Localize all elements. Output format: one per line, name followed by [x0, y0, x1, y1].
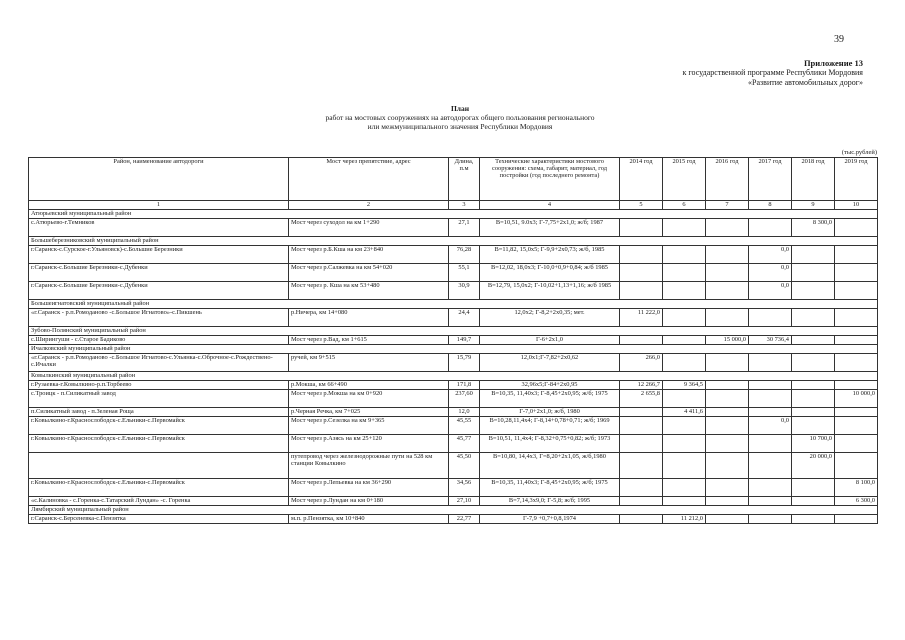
column-index: 2 [289, 201, 449, 210]
value-2018-cell [792, 336, 835, 345]
road-cell: «с.Калиновка - с.Горенка-с.Татарский Лундан» -с. Горенка [29, 497, 289, 506]
table-row [29, 381, 878, 390]
bridge-cell: Мост через р.Сезелка на км 9+365 [289, 417, 449, 435]
tech-cell: B=10,28,11,4x4; Г-8,14+0,78+0,71; ж/б; 1969 [480, 417, 620, 435]
value-2019-cell [835, 417, 878, 435]
table-row [29, 479, 878, 497]
value-2015-cell [663, 309, 706, 327]
table-body [29, 210, 878, 524]
value-2015-cell [663, 282, 706, 300]
document-title [250, 104, 670, 131]
tech-cell: B=10,35, 11,40x3; Г-8,45+2x0,95; ж/б; 1975 [480, 479, 620, 497]
value-2015-cell [663, 417, 706, 435]
column-index: 7 [706, 201, 749, 210]
road-cell: г.Саранск-с.Большие Березники-с.Дубенки [29, 282, 289, 300]
value-2017-cell [749, 515, 792, 524]
bridge-cell: Мост через р.Салжевка на км 54+020 [289, 264, 449, 282]
value-2016-cell [706, 381, 749, 390]
value-2016-cell [706, 435, 749, 453]
value-2017-cell [749, 435, 792, 453]
length-cell: 22,77 [449, 515, 480, 524]
column-index: 6 [663, 201, 706, 210]
length-cell: 171,8 [449, 381, 480, 390]
road-cell: г.Рузаевка-г.Ковылкино-р.п.Торбеево [29, 381, 289, 390]
table-row [29, 309, 878, 327]
header-length: Длина, п.м [449, 158, 480, 201]
column-index: 9 [792, 201, 835, 210]
value-2017-cell [749, 390, 792, 408]
page-number: 39 [834, 34, 844, 45]
value-2015-cell: 11 212,0 [663, 515, 706, 524]
bridge-cell: Мост через р.Б.Кша на км 23+840 [289, 246, 449, 264]
district-row [29, 237, 878, 246]
bridge-cell: Мост через р.Азясь на км 25+120 [289, 435, 449, 453]
table-row [29, 408, 878, 417]
table-row [29, 264, 878, 282]
length-cell: 15,79 [449, 354, 480, 372]
value-2017-cell: 0,0 [749, 417, 792, 435]
value-2016-cell [706, 282, 749, 300]
road-cell: с.Ширингуши - с.Старое Бадиково [29, 336, 289, 345]
length-cell: 55,1 [449, 264, 480, 282]
bridge-cell: ручей, км 9+515 [289, 354, 449, 372]
header-bridge: Мост через препятствие, адрес [289, 158, 449, 201]
value-2015-cell [663, 219, 706, 237]
value-2014-cell [620, 479, 663, 497]
value-2017-cell [749, 309, 792, 327]
district-row [29, 210, 878, 219]
bridge-cell: р.Черная Речка, км 7+025 [289, 408, 449, 417]
table-row [29, 336, 878, 345]
value-2019-cell [835, 381, 878, 390]
value-2014-cell [620, 336, 663, 345]
value-2017-cell [749, 479, 792, 497]
value-2018-cell [792, 354, 835, 372]
value-2019-cell [835, 408, 878, 417]
value-2017-cell [749, 381, 792, 390]
road-cell: г.Саранск-с.Большие Березники-с.Дубенки [29, 264, 289, 282]
length-cell: 30,9 [449, 282, 480, 300]
bridge-cell: путепровод через железнодорожные пути на 528 км станции Ковылкино [289, 453, 449, 479]
value-2014-cell [620, 435, 663, 453]
district-row [29, 506, 878, 515]
value-2014-cell [620, 453, 663, 479]
value-2017-cell [749, 497, 792, 506]
value-2019-cell: 6 300,0 [835, 497, 878, 506]
header-2015: 2015 год [663, 158, 706, 201]
table-row [29, 219, 878, 237]
value-2018-cell: 8 300,0 [792, 219, 835, 237]
value-2018-cell [792, 479, 835, 497]
district-row [29, 372, 878, 381]
value-2015-cell: 9 364,5 [663, 381, 706, 390]
title-heading: План [450, 104, 470, 113]
value-2014-cell [620, 282, 663, 300]
value-2014-cell: 266,0 [620, 354, 663, 372]
value-2015-cell [663, 336, 706, 345]
value-2014-cell [620, 219, 663, 237]
header-tech: Технические характеристики мостового сооружения: схема, габарит, материал, год постройки (год последнего ремонта) [480, 158, 620, 201]
value-2017-cell [749, 219, 792, 237]
road-cell: п.Силикатный завод - п.Зеленая Роща [29, 408, 289, 417]
length-cell: 237,60 [449, 390, 480, 408]
bridge-cell: Мост через суходол на км 1+290 [289, 219, 449, 237]
value-2019-cell [835, 453, 878, 479]
value-2014-cell: 12 266,7 [620, 381, 663, 390]
bridge-cell: Мост через р.Вад, км 1+615 [289, 336, 449, 345]
bridge-cell: Мост через р. Кша на км 53+480 [289, 282, 449, 300]
value-2019-cell [835, 515, 878, 524]
length-cell: 45,55 [449, 417, 480, 435]
road-cell: с.Атюрьево-г.Темников [29, 219, 289, 237]
value-2019-cell [835, 219, 878, 237]
length-cell: 27,1 [449, 219, 480, 237]
value-2016-cell [706, 354, 749, 372]
value-2019-cell [835, 435, 878, 453]
value-2014-cell [620, 515, 663, 524]
header-2018: 2018 год [792, 158, 835, 201]
value-2018-cell: 20 000,0 [792, 453, 835, 479]
column-index: 1 [29, 201, 289, 210]
value-2016-cell [706, 246, 749, 264]
value-2015-cell [663, 246, 706, 264]
tech-cell: 12,0x2; Г-8,2+2x0,35; мет. [480, 309, 620, 327]
title-line-3: или межмуниципального значения Республики Мордовия [367, 122, 553, 131]
tech-cell: Г-6+2x1,0 [480, 336, 620, 345]
appendix-title: Приложение 13 [803, 58, 863, 68]
value-2019-cell [835, 309, 878, 327]
tech-cell: Г-7,9 +0,7+0,8,1974 [480, 515, 620, 524]
value-2017-cell: 0,0 [749, 246, 792, 264]
header-2014: 2014 год [620, 158, 663, 201]
value-2018-cell [792, 417, 835, 435]
value-2017-cell: 30 736,4 [749, 336, 792, 345]
value-2016-cell [706, 408, 749, 417]
value-2016-cell [706, 219, 749, 237]
value-2017-cell [749, 408, 792, 417]
table-header-row [29, 158, 878, 201]
table-row [29, 282, 878, 300]
bridge-cell: Мост через р.Лепьевка на км 36+290 [289, 479, 449, 497]
value-2017-cell [749, 354, 792, 372]
value-2014-cell: 11 222,0 [620, 309, 663, 327]
bridge-cell: м.п. р.Пензятка, км 10+840 [289, 515, 449, 524]
value-2018-cell [792, 408, 835, 417]
value-2019-cell [835, 336, 878, 345]
district-name: Большеберезниковский муниципальный район [29, 237, 878, 246]
value-2015-cell [663, 354, 706, 372]
appendix-program: «Развитие автомобильных дорог» [748, 78, 863, 87]
road-cell: г.Саранск-с.Сурское-г.Ульяновск)-с.Большие Березники [29, 246, 289, 264]
length-cell: 27,10 [449, 497, 480, 506]
tech-cell: B=10,80, 14,4x3, Г=8,20+2x1,05, ж/б,1980 [480, 453, 620, 479]
tech-cell: B=10,35, 11,40x3; Г-8,45+2x0,95; ж/б; 1975 [480, 390, 620, 408]
value-2019-cell [835, 282, 878, 300]
value-2015-cell: 4 411,6 [663, 408, 706, 417]
tech-cell: Г-7,0+2x1,0; ж/б, 1980 [480, 408, 620, 417]
header-road: Район, наименование автодороги [29, 158, 289, 201]
tech-cell: B=12,79, 15,0x2; Г-10,02+1,13+1,16; ж/б 1985 [480, 282, 620, 300]
value-2019-cell [835, 246, 878, 264]
value-2018-cell [792, 515, 835, 524]
value-2019-cell [835, 264, 878, 282]
column-index-row [29, 201, 878, 210]
value-2016-cell [706, 479, 749, 497]
value-2016-cell [706, 515, 749, 524]
district-row [29, 327, 878, 336]
header-2016: 2016 год [706, 158, 749, 201]
table-row [29, 390, 878, 408]
district-name: Лямбирский муниципальный район [29, 506, 878, 515]
value-2016-cell: 15 000,0 [706, 336, 749, 345]
tech-cell: B=10,51, 11,4x4; Г-8,32+0,75+0,82; ж/б; 1973 [480, 435, 620, 453]
table-row [29, 497, 878, 506]
road-cell: г.Ковылкино-г.Краснослободск-с.Ельники-с.Первомайск [29, 417, 289, 435]
district-row [29, 300, 878, 309]
header-2017: 2017 год [749, 158, 792, 201]
road-cell: г.Ковылкино-г.Краснослободск-с.Ельники-с.Первомайск [29, 435, 289, 453]
header-2019: 2019 год [835, 158, 878, 201]
length-cell: 76,28 [449, 246, 480, 264]
tech-cell: B=11,82, 15,0x5; Г-9,9+2x0,73; ж/б, 1985 [480, 246, 620, 264]
road-cell: г.Саранск-с.Берсеневка-с.Пензятка [29, 515, 289, 524]
district-name: Атюрьевский муниципальный район [29, 210, 878, 219]
tech-cell: B=12,02, 18,0x3; Г-10,0+0,9+0,84; ж/б 1985 [480, 264, 620, 282]
value-2014-cell [620, 497, 663, 506]
value-2014-cell [620, 246, 663, 264]
column-index: 10 [835, 201, 878, 210]
district-name: Зубово-Полянский муниципальный район [29, 327, 878, 336]
value-2017-cell: 0,0 [749, 282, 792, 300]
value-2014-cell [620, 408, 663, 417]
value-2015-cell [663, 497, 706, 506]
table-row [29, 246, 878, 264]
bridge-cell: Мост через р.Мокша на км 0+920 [289, 390, 449, 408]
bridge-cell: Мост через р.Лундан на км 0+180 [289, 497, 449, 506]
value-2015-cell [663, 264, 706, 282]
district-row [29, 345, 878, 354]
value-2018-cell [792, 264, 835, 282]
value-2015-cell [663, 435, 706, 453]
value-2019-cell [835, 354, 878, 372]
length-cell: 45,50 [449, 453, 480, 479]
value-2016-cell [706, 309, 749, 327]
value-2018-cell: 10 700,0 [792, 435, 835, 453]
title-line-2: работ на мостовых сооружениях на автодорогах общего пользования регионального [325, 113, 595, 122]
tech-cell: 32,96x5;Г-84+2x0,95 [480, 381, 620, 390]
value-2018-cell [792, 381, 835, 390]
table-row [29, 435, 878, 453]
value-2014-cell [620, 417, 663, 435]
table-row [29, 354, 878, 372]
length-cell: 24,4 [449, 309, 480, 327]
bridge-cell: р.Мокша, км 66+490 [289, 381, 449, 390]
district-name: Ичалковский муниципальный район [29, 345, 878, 354]
bridge-cell: р.Ничера, км 14+080 [289, 309, 449, 327]
district-name: Ковылкинский муниципальный район [29, 372, 878, 381]
value-2019-cell: 8 100,0 [835, 479, 878, 497]
value-2014-cell [620, 264, 663, 282]
value-2016-cell [706, 390, 749, 408]
value-2018-cell [792, 282, 835, 300]
value-2016-cell [706, 497, 749, 506]
value-2018-cell [792, 309, 835, 327]
bridge-works-table [28, 157, 878, 524]
tech-cell: B=10,51, 9.0x3; Г-7,75+2x1,0; ж/б; 1987 [480, 219, 620, 237]
value-2016-cell [706, 453, 749, 479]
table-row [29, 453, 878, 479]
value-2018-cell [792, 246, 835, 264]
value-2017-cell [749, 453, 792, 479]
length-cell: 34,56 [449, 479, 480, 497]
column-index: 3 [449, 201, 480, 210]
road-cell: «г.Саранск - р.п.Ромоданово -с.Большое Игнатово-с.Ульянка-с.Оброчное-с.Рождествено-с.Ичалки [29, 354, 289, 372]
appendix-subtitle: к государственной программе Республики Мордовия [682, 68, 863, 77]
value-2018-cell [792, 497, 835, 506]
value-2019-cell: 10 000,0 [835, 390, 878, 408]
length-cell: 45,77 [449, 435, 480, 453]
column-index: 5 [620, 201, 663, 210]
value-2015-cell [663, 453, 706, 479]
value-2017-cell: 0,0 [749, 264, 792, 282]
tech-cell: 12,0x1;Г-7,82+2x0,62 [480, 354, 620, 372]
road-cell: «г.Саранск - р.п.Ромоданово -с.Большое Игнатово»-с.Пикшень [29, 309, 289, 327]
appendix-header [543, 58, 863, 88]
road-cell [29, 453, 289, 479]
value-2016-cell [706, 264, 749, 282]
length-cell: 12,0 [449, 408, 480, 417]
road-cell: с.Троицк - п.Силикатный завод [29, 390, 289, 408]
length-cell: 149,7 [449, 336, 480, 345]
tech-cell: B=7,14,3x9,0; Г-5,8; ж/б; 1995 [480, 497, 620, 506]
column-index: 4 [480, 201, 620, 210]
value-2015-cell [663, 479, 706, 497]
value-2016-cell [706, 417, 749, 435]
value-2014-cell: 2 655,8 [620, 390, 663, 408]
column-index: 8 [749, 201, 792, 210]
district-name: Большеигнатовский муниципальный район [29, 300, 878, 309]
value-2018-cell [792, 390, 835, 408]
units-label: (тыс.рублей) [841, 149, 877, 156]
table-row [29, 515, 878, 524]
value-2015-cell [663, 390, 706, 408]
table-row [29, 417, 878, 435]
road-cell: г.Ковылкино-г.Краснослободск-с.Ельники-с.Первомайск [29, 479, 289, 497]
